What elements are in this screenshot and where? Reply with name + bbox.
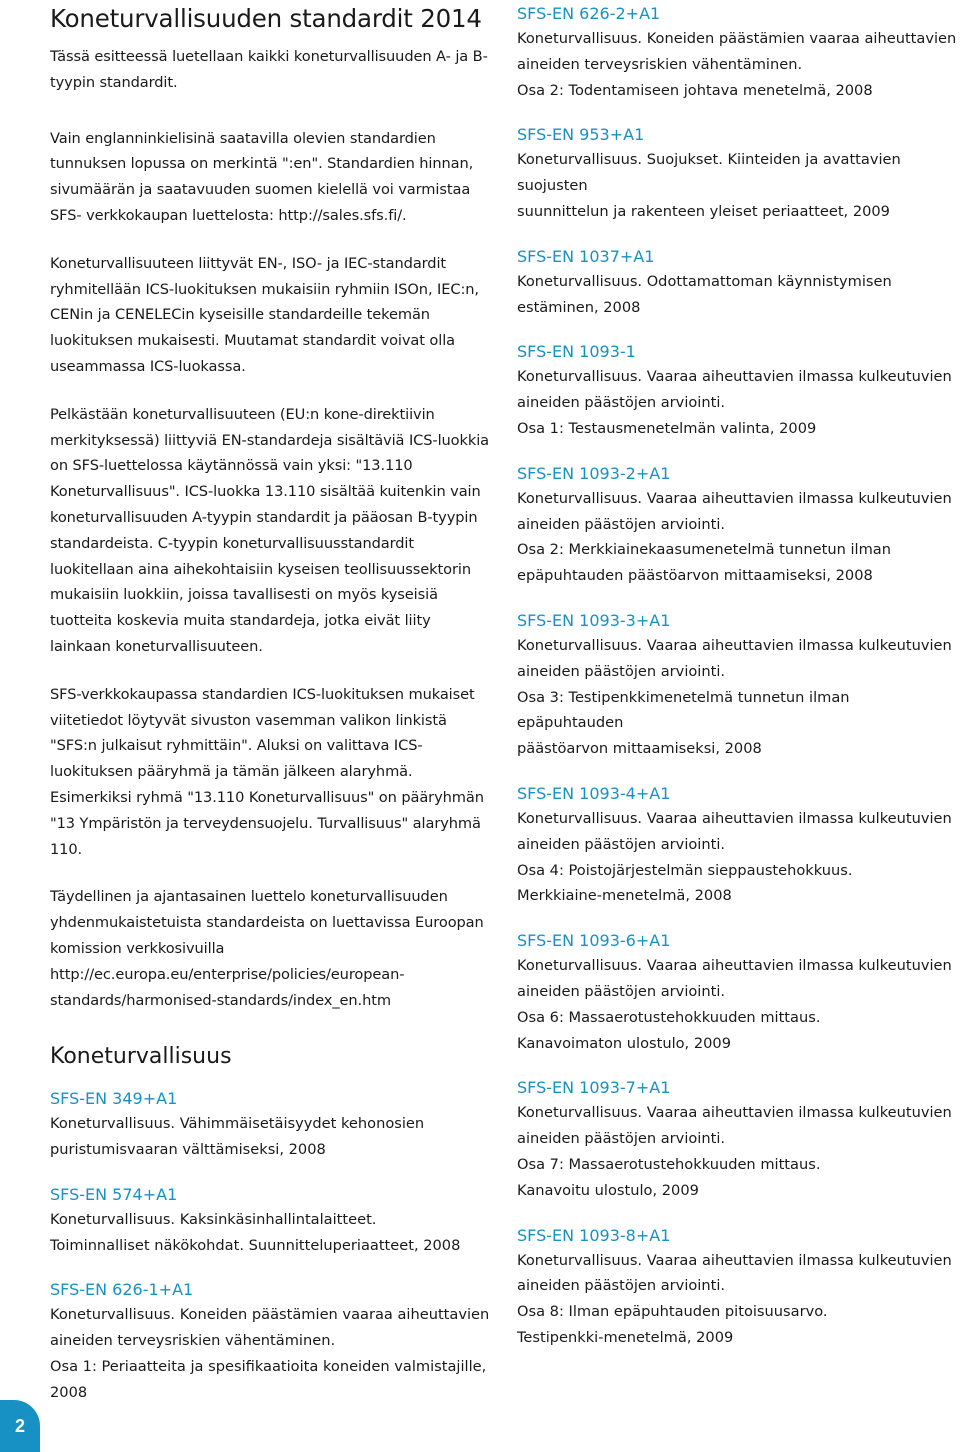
webshop-paragraph: SFS-verkkokaupassa standardien ICS-luokituksen mukaiset viitetiedot löytyvät sivuston vasemman valikon linkistä "SFS:n julkaisut ryhmittäin". Aluksi on valittava ICS-luokituksen pääryhmä ja tämän jälkeen alaryhmä. Esimerkiksi ryhmä "13.110 Koneturvallisuus" on pääryhmän "13 Ympäristön ja terveydensuojelu. Turvallisuus" alaryhmä 110. [50,685,484,858]
standard-description-line: epäpuhtauden päästöarvon mittaamiseksi, 2008 [517,567,873,585]
commission-paragraph: Täydellinen ja ajantasainen luettelo koneturvallisuuden yhdenmukaistetuista standardeista on luettavissa Euroopan komission verkkosivuilla http://ec.europa.eu/enterprise/policies/european-standards/harmonised-standards/index_en.htm [50,888,484,1009]
right-column [517,0,957,1371]
ics-class-paragraph: Pelkästään koneturvallisuuteen (EU:n kone-direktiivin merkityksessä) liittyviä EN-standardeja sisältäviä ICS-luokkia on SFS-luettelossa käytännössä vain yksi: "13.110 Koneturvallisuus". ICS-luokka 13.110 sisältää kuitenkin vain koneturvallisuuden A-tyypin standardit ja pääosan B-tyypin standardeista. C-tyypin koneturvallisuusstandardit luokitellaan aina aihekohtaisiin kyseisen teollisuussektorin mukaisiin luokkiin, joissa tavallisesti on myös kyseisiä tuotteita koskevia muita standardeja, jotka eivät liity lainkaan koneturvallisuuteen. [50,405,489,655]
standard-description-line: Osa 2: Merkkiainekaasumenetelmä tunnetun ilman [517,541,892,559]
standard-entry [517,1076,957,1203]
standard-description-line: Toiminnalliset näkökohdat. Suunnitteluperiaatteet, 2008 [50,1236,461,1254]
standard-description-line: Kanavoitu ulostulo, 2009 [517,1181,699,1199]
right-standards-list [517,2,957,1351]
standard-code: SFS-EN 1093-3+A1 [517,610,671,630]
standard-entry [517,245,957,321]
standard-description-line: Koneturvallisuus. Kaksinkäsinhallintalaitteet. [50,1210,377,1228]
standard-code: SFS-EN 1037+A1 [517,246,655,266]
standard-description-line: Testipenkki-menetelmä, 2009 [517,1328,734,1346]
standard-code: SFS-EN 1093-2+A1 [517,463,671,483]
standard-description-line: aineiden terveysriskien vähentäminen. [50,1332,336,1350]
standard-description-line: Koneturvallisuus. Vaaraa aiheuttavien ilmassa kulkeutuvien [517,809,952,827]
standard-entry [517,609,957,762]
standard-code: SFS-EN 626-2+A1 [517,4,661,23]
standard-description-line: Koneturvallisuus. Vaaraa aiheuttavien ilmassa kulkeutuvien [517,957,952,975]
standard-description-line: Koneturvallisuus. Vaaraa aiheuttavien ilmassa kulkeutuvien [517,1104,952,1122]
standard-entry [517,929,957,1056]
standard-description-line: Koneturvallisuus. Vähimmäisetäisyydet kehonosien [50,1115,425,1133]
standard-code: SFS-EN 349+A1 [50,1089,178,1109]
standard-description-line: Koneturvallisuus. Koneiden päästämien vaaraa aiheuttavien [517,30,957,47]
standard-description-line: Koneturvallisuus. Vaaraa aiheuttavien ilmassa kulkeutuvien [517,489,952,507]
standard-description-line: aineiden päästöjen arviointi. [517,515,726,533]
standard-code: SFS-EN 1093-6+A1 [517,931,671,951]
standard-description-line: Osa 1: Testausmenetelmän valinta, 2009 [517,419,817,437]
page-number-badge: 2 [0,1400,40,1452]
left-column [50,0,492,1426]
standard-description-line: aineiden päästöjen arviointi. [517,835,726,853]
standard-description-line: Koneturvallisuus. Suojukset. Kiinteiden ja avattavien suojusten [517,151,901,195]
standard-description-line: Koneturvallisuus. Vaaraa aiheuttavien ilmassa kulkeutuvien [517,1251,952,1269]
standard-description-line: aineiden päästöjen arviointi. [517,394,726,412]
standard-description-line: suunnittelun ja rakenteen yleiset periaatteet, 2009 [517,202,890,220]
standard-code: SFS-EN 1093-1 [517,342,636,362]
section-title: Koneturvallisuus [50,1044,232,1070]
standard-description-line: päästöarvon mittaamiseksi, 2008 [517,740,762,758]
standard-code: SFS-EN 953+A1 [517,125,645,145]
standard-code: SFS-EN 626-1+A1 [50,1280,194,1300]
standard-description-line: aineiden päästöjen arviointi. [517,1130,726,1148]
standard-description-line: Osa 1: Periaatteita ja spesifikaatioita koneiden valmistajille, 2008 [50,1358,487,1401]
left-standards-list [50,1087,492,1405]
standard-description-line: aineiden terveysriskien vähentäminen. [517,55,803,73]
ics-grouping-paragraph: Koneturvallisuuteen liittyvät EN-, ISO- ja IEC-standardit ryhmitellään ICS-luokituksen mukaisiin ryhmiin ISOn, IEC:n, CENin ja CENELECin kyseisille standardeille tekemän luokituksen mukaisesti. Muutamat standardit voivat olla useammassa ICS-luokassa. [50,254,479,375]
standard-description-line: Koneturvallisuus. Vaaraa aiheuttavien ilmassa kulkeutuvien [517,368,952,386]
standard-entry [50,1183,492,1259]
standard-code: SFS-EN 1093-8+A1 [517,1225,671,1245]
standard-code: SFS-EN 1093-4+A1 [517,783,671,803]
standard-description-line: Osa 4: Poistojärjestelmän sieppaustehokkuus. [517,861,853,879]
standard-description-line: Osa 7: Massaerotustehokkuuden mittaus. [517,1155,821,1173]
intro-paragraph: Tässä esitteessä luetellaan kaikki koneturvallisuuden A- ja B-tyypin standardit. [50,48,488,91]
standard-entry [50,1087,492,1163]
standard-description-line: Osa 6: Massaerotustehokkuuden mittaus. [517,1008,821,1026]
standard-description-line: estäminen, 2008 [517,298,641,316]
standard-entry [517,340,957,441]
standard-description-line: aineiden päästöjen arviointi. [517,662,726,680]
standard-description-line: Koneturvallisuus. Odottamattoman käynnistymisen [517,272,892,290]
standard-description-line: Osa 2: Todentamiseen johtava menetelmä, 2008 [517,81,873,99]
standard-description-line: Koneturvallisuus. Vaaraa aiheuttavien ilmassa kulkeutuvien [517,636,952,654]
page-title: Koneturvallisuuden standardit 2014 [50,4,482,33]
standard-entry [517,2,957,103]
standard-description-line: Osa 8: Ilman epäpuhtauden pitoisuusarvo. [517,1303,828,1321]
availability-paragraph: Vain englanninkielisinä saatavilla olevien standardien tunnuksen lopussa on merkintä ":en". Standardien hinnan, sivumäärän ja saatavuuden suomen kielellä voi varmistaa SFS- verkkokaupan luettelosta: http://sales.sfs.fi/. [50,129,474,224]
standard-description-line: Kanavoimaton ulostulo, 2009 [517,1034,731,1052]
standard-description-line: aineiden päästöjen arviointi. [517,1277,726,1295]
standard-entry [517,1224,957,1351]
standard-entry [517,123,957,224]
standard-entry [517,462,957,589]
standard-entry [50,1278,492,1405]
standard-description-line: Osa 3: Testipenkkimenetelmä tunnetun ilman epäpuhtauden [517,688,850,732]
standard-entry [517,782,957,909]
standard-description-line: puristumisvaaran välttämiseksi, 2008 [50,1141,326,1159]
standard-code: SFS-EN 1093-7+A1 [517,1078,671,1098]
standard-code: SFS-EN 574+A1 [50,1184,178,1204]
standard-description-line: Koneturvallisuus. Koneiden päästämien vaaraa aiheuttavien [50,1306,490,1324]
standard-description-line: aineiden päästöjen arviointi. [517,982,726,1000]
standard-description-line: Merkkiaine-menetelmä, 2008 [517,887,732,905]
